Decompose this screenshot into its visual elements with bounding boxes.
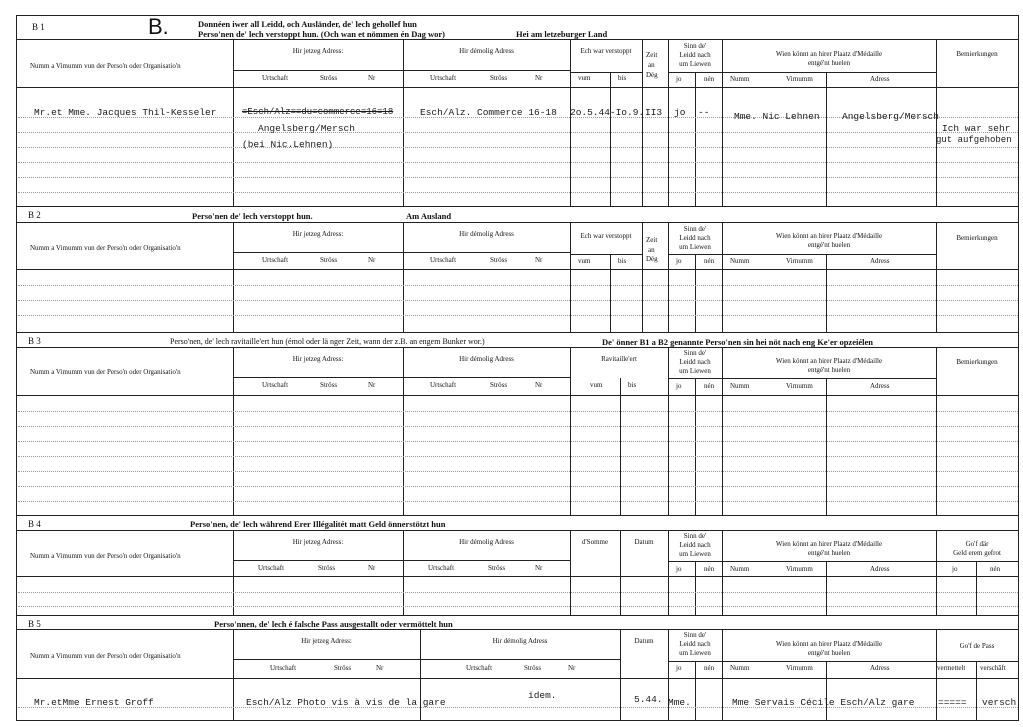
b5-col-strooss: Ströss: [334, 664, 352, 672]
b3-col-remarks: Bemierkungen: [956, 358, 998, 366]
b3-col-urtschaft: Urtschaft: [262, 381, 289, 389]
b5-entry-current: Esch/Alz Photo vis à vis de la gare: [246, 697, 446, 708]
b4-col-strooss-2: Ströss: [488, 564, 506, 572]
b4-col-gof-2: Geld erem gefrot: [953, 549, 1001, 557]
b5-col-pass: Go'f de Pass: [959, 642, 995, 650]
b3-col-adress: Adress: [870, 382, 890, 390]
section-b3-code: B 3: [28, 336, 41, 346]
b4-col-current-address: Hir jetzeg Adress:: [292, 538, 344, 546]
b3-col-current-address: Hir jetzeg Adress:: [292, 355, 344, 363]
b2-col-strooss-2: Ströss: [490, 256, 508, 264]
b1-col-sinn-3: um Liewen: [679, 60, 711, 68]
b1-entry-former: Esch/Alz. Commerce 16-18: [420, 107, 557, 118]
b3-col-virnumm: Virnumm: [786, 382, 813, 390]
b2-col-sinn-3: um Liewen: [679, 243, 711, 251]
b2-col-urtschaft: Urtschaft: [262, 256, 289, 264]
b2-col-hidden: Ech war verstoppt: [580, 232, 632, 240]
b1-entry-current-line2: Angelsberg/Mersch: [258, 123, 355, 134]
b2-col-nr: Nr: [368, 256, 376, 264]
b1-col-vum: vum: [578, 74, 591, 82]
b5-col-vermettelt: vermettelt: [937, 664, 966, 672]
b3-col-name: Numm a Vimumm vun der Perso'n oder Organisatio'n: [30, 368, 181, 376]
b1-col-remarks: Bemierkungen: [956, 50, 998, 58]
b2-col-deg: Dég: [646, 255, 658, 263]
b5-col-verschaft: verschâft: [980, 664, 1006, 672]
b5-col-medal-2: entgé'nt huelen: [807, 649, 851, 657]
section-b3-title: Perso'nen, de' lech ravitaille'ert hun (émol oder lä nger Zeit, wann der z.B. an engem Bunker wor.): [170, 337, 485, 346]
b3-col-sinn-1: Sinn de': [683, 349, 707, 357]
b3-col-nr: Nr: [368, 381, 376, 389]
b1-col-strooss: Ströss: [320, 74, 338, 82]
b4-col-former-address: Hir démolig Adress: [459, 538, 514, 546]
section-b1-big-letter: B.: [148, 14, 169, 39]
b1-col-urtschaft-2: Urtschaft: [430, 74, 457, 82]
b4-col-datum: Datum: [634, 538, 654, 546]
b5-entry-vermettelt: =====: [938, 697, 967, 708]
b5-entry-date: 5.44.: [634, 694, 663, 705]
b4-col-numm: Numm: [730, 565, 750, 573]
b3-col-urtschaft-2: Urtschaft: [430, 381, 457, 389]
b5-col-urtschaft-2: Urtschaft: [466, 664, 493, 672]
section-b4-title: Perso'nen, de' lech während Erer Illégalitét matt Geld önnerstötzt hun: [190, 519, 446, 529]
b1-entry-remark-2: gut aufgehoben: [936, 135, 1012, 145]
b2-col-virnumm: Virnumm: [786, 257, 813, 265]
b1-col-sinn-1: Sinn de': [683, 42, 707, 50]
b4-col-nr: Nr: [368, 564, 376, 572]
b5-entry-medal: Mme Servais Cécile Esch/Alz gare: [732, 697, 915, 708]
section-b2-code: B 2: [28, 210, 41, 220]
section-b2-title: Perso'nen de' lech verstoppt hun.: [192, 211, 313, 221]
b3-col-sinn-3: um Liewen: [679, 367, 711, 375]
b1-col-urtschaft: Urtschaft: [262, 74, 289, 82]
section-b1-title-2: Perso'nen de' lech verstoppt hun. (Och wan et nömmen én Dag wor): [198, 29, 445, 39]
b5-col-name: Numm a Vimumm vun der Perso'n oder Organisatio'n: [30, 652, 181, 660]
b4-col-gof-nen: nén: [990, 565, 1001, 573]
section-b4-code: B 4: [28, 519, 41, 529]
b2-col-adress: Adress: [870, 257, 890, 265]
b1-entry-jo: jo: [674, 107, 686, 118]
b4-col-jo: jo: [676, 565, 682, 573]
b1-entry-current-struck: =Esch/Alz==du=commerce=16=18: [242, 107, 394, 117]
b2-col-urtschaft-2: Urtschaft: [430, 256, 457, 264]
b4-col-sinn-1: Sinn de': [683, 532, 707, 540]
b1-col-numm: Numm: [730, 75, 750, 83]
b3-col-ravit: Ravitaille'ert: [601, 355, 637, 363]
b4-col-sinn-3: um Liewen: [679, 550, 711, 558]
section-b3-title-2: De' önner B1 a B2 genannte Perso'nen sin hei nöt nach eng Ke'er opzeiélen: [602, 337, 873, 347]
b5-col-datum: Datum: [634, 637, 654, 645]
b4-col-name: Numm a Vimumm vun der Perso'n oder Organisatio'n: [30, 552, 181, 560]
b5-col-former-address: Hir démolig Adress: [492, 637, 548, 645]
section-b1-code: B 1: [32, 22, 45, 32]
b1-entry-period: 2o.5.44-Io.9.: [570, 107, 645, 118]
b4-col-medal-1: Wien könnt an hirer Plaatz d'Médaille: [775, 540, 883, 548]
b3-col-nr-2: Nr: [535, 381, 543, 389]
b5-col-virnumm: Virnumm: [786, 664, 813, 672]
b2-col-jo: jo: [676, 257, 682, 265]
b2-col-bis: bis: [618, 257, 627, 265]
b2-col-numm: Numm: [730, 257, 750, 265]
b4-col-urtschaft: Urtschaft: [258, 564, 285, 572]
b1-col-strooss-2: Ströss: [490, 74, 508, 82]
b5-col-sinn-1: Sinn de': [683, 631, 707, 639]
b3-col-jo: jo: [676, 382, 682, 390]
b1-col-nr-2: Nr: [535, 74, 543, 82]
b2-col-strooss: Ströss: [320, 256, 338, 264]
b4-col-sinn-2: Leidd nach: [679, 541, 711, 549]
b1-entry-days: II3: [645, 107, 663, 118]
b4-col-virnumm: Virnumm: [786, 565, 813, 573]
b1-entry-current-line3: (bei Nic.Lehnen): [242, 139, 334, 150]
b2-col-remarks: Bemierkungen: [956, 234, 998, 242]
b1-col-hidden: Ech war verstoppt: [580, 47, 632, 55]
b4-col-gof-jo: jo: [952, 565, 958, 573]
b4-col-medal-2: entgé'nt huelen: [807, 549, 851, 557]
section-b5-code: B 5: [28, 619, 41, 629]
b5-entry-mme: Mme.: [668, 697, 691, 708]
b3-col-vum: vum: [590, 381, 603, 389]
b3-col-numm: Numm: [730, 382, 750, 390]
section-b1-title-1: Donnéen iwer all Leidd, och Ausländer, de' lech gehollef hun: [198, 19, 417, 29]
b1-col-bis: bis: [618, 74, 627, 82]
b4-col-gof-1: Go'f där: [965, 540, 989, 548]
b3-col-medal-2: entgé'nt huelen: [807, 366, 851, 374]
b5-col-sinn-2: Leidd nach: [679, 640, 711, 648]
b4-col-urtschaft-2: Urtschaft: [428, 564, 455, 572]
b5-col-adress: Adress: [870, 664, 890, 672]
b5-col-strooss-2: Ströss: [524, 664, 542, 672]
b1-col-virnumm: Virnumm: [786, 75, 813, 83]
b2-col-nen: nén: [704, 257, 715, 265]
b1-col-adress: Adress: [870, 75, 890, 83]
section-b1-title-3: Hei am letzeburger Land: [516, 29, 608, 39]
b2-col-sinn-1: Sinn de': [683, 225, 707, 233]
b5-col-current-address: Hir jetzeg Adress:: [301, 637, 352, 645]
b2-col-zeit: Zeit: [646, 236, 658, 244]
b2-col-an: an: [648, 246, 655, 254]
b1-col-sinn-2: Leidd nach: [679, 51, 711, 59]
b1-entry-medal-address: Angelsberg/Mersch: [842, 111, 939, 122]
b5-entry-verschaft: versch: [982, 697, 1017, 708]
b3-col-sinn-2: Leidd nach: [679, 358, 711, 366]
b2-col-nr-2: Nr: [535, 256, 543, 264]
b2-col-medal-2: entgé'nt huelen: [807, 241, 851, 249]
b3-col-medal-1: Wien könnt an hirer Plaatz d'Médaille: [775, 357, 883, 365]
b1-col-zeit: Zeit: [646, 51, 658, 59]
b1-entry-medal-name: Mme. Nic Lehnen: [734, 111, 820, 122]
b1-col-nen: nén: [704, 75, 715, 83]
b3-col-former-address: Hir démolig Adress: [459, 355, 514, 363]
b2-col-current-address: Hir jetzeg Adress:: [292, 230, 344, 238]
b1-col-nr: Nr: [368, 74, 376, 82]
b1-col-former-address: Hir démolig Adress: [459, 47, 514, 55]
b5-entry-name: Mr.etMme Ernest Groff: [34, 697, 154, 708]
b1-col-name: Numm a Vimumm vun der Perso'n oder Organisatio'n: [30, 62, 181, 70]
b5-col-jo: jo: [676, 664, 682, 672]
b1-col-current-address: Hir jetzeg Adress:: [292, 47, 344, 55]
b1-col-medal-2: entgé'nt huelen: [807, 59, 851, 67]
b4-col-nen: nén: [704, 565, 715, 573]
b5-col-nen: nén: [704, 664, 715, 672]
b2-col-sinn-2: Leidd nach: [679, 234, 711, 242]
b5-col-medal-1: Wien könnt an hirer Plaatz d'Médaille: [775, 640, 883, 648]
b5-col-sinn-3: um Liewen: [679, 649, 711, 657]
b2-col-former-address: Hir démolig Adress: [459, 230, 514, 238]
b4-col-strooss: Ströss: [318, 564, 336, 572]
b1-entry-name: Mr.et Mme. Jacques Thil-Kesseler: [34, 107, 217, 118]
b2-col-vum: vum: [578, 257, 591, 265]
b5-col-urtschaft: Urtschaft: [270, 664, 297, 672]
b2-col-medal-1: Wien könnt an hirer Plaatz d'Médaille: [775, 232, 883, 240]
b4-col-adress: Adress: [870, 565, 890, 573]
b4-col-somme: d'Somme: [581, 538, 609, 546]
section-b5-title: Perso'nnen, de' lech é falsche Pass ausgestallt oder vermöttelt hun: [214, 619, 453, 629]
b1-entry-remark-1: Ich war sehr: [942, 123, 1011, 134]
b3-col-strooss-2: Ströss: [490, 381, 508, 389]
b3-col-bis: bis: [628, 381, 637, 389]
b1-col-medal-1: Wien könnt an hirer Plaatz d'Médaille: [775, 50, 883, 58]
b1-col-deg: Dég: [646, 71, 658, 79]
b4-col-nr-2: Nr: [535, 564, 543, 572]
b1-col-an: an: [648, 61, 655, 69]
section-b2-title-2: Am Ausland: [406, 211, 452, 221]
b5-col-numm: Numm: [730, 664, 750, 672]
b2-col-name: Numm a Vimumm vun der Perso'n oder Organisatio'n: [30, 244, 181, 252]
b5-entry-former: idem.: [528, 690, 557, 701]
b5-col-nr: Nr: [376, 664, 384, 672]
b1-entry-nen: --: [698, 107, 710, 118]
b1-col-jo: jo: [676, 75, 682, 83]
b3-col-nen: nén: [704, 382, 715, 390]
b5-col-nr-2: Nr: [568, 664, 576, 672]
b3-col-strooss: Ströss: [320, 381, 338, 389]
